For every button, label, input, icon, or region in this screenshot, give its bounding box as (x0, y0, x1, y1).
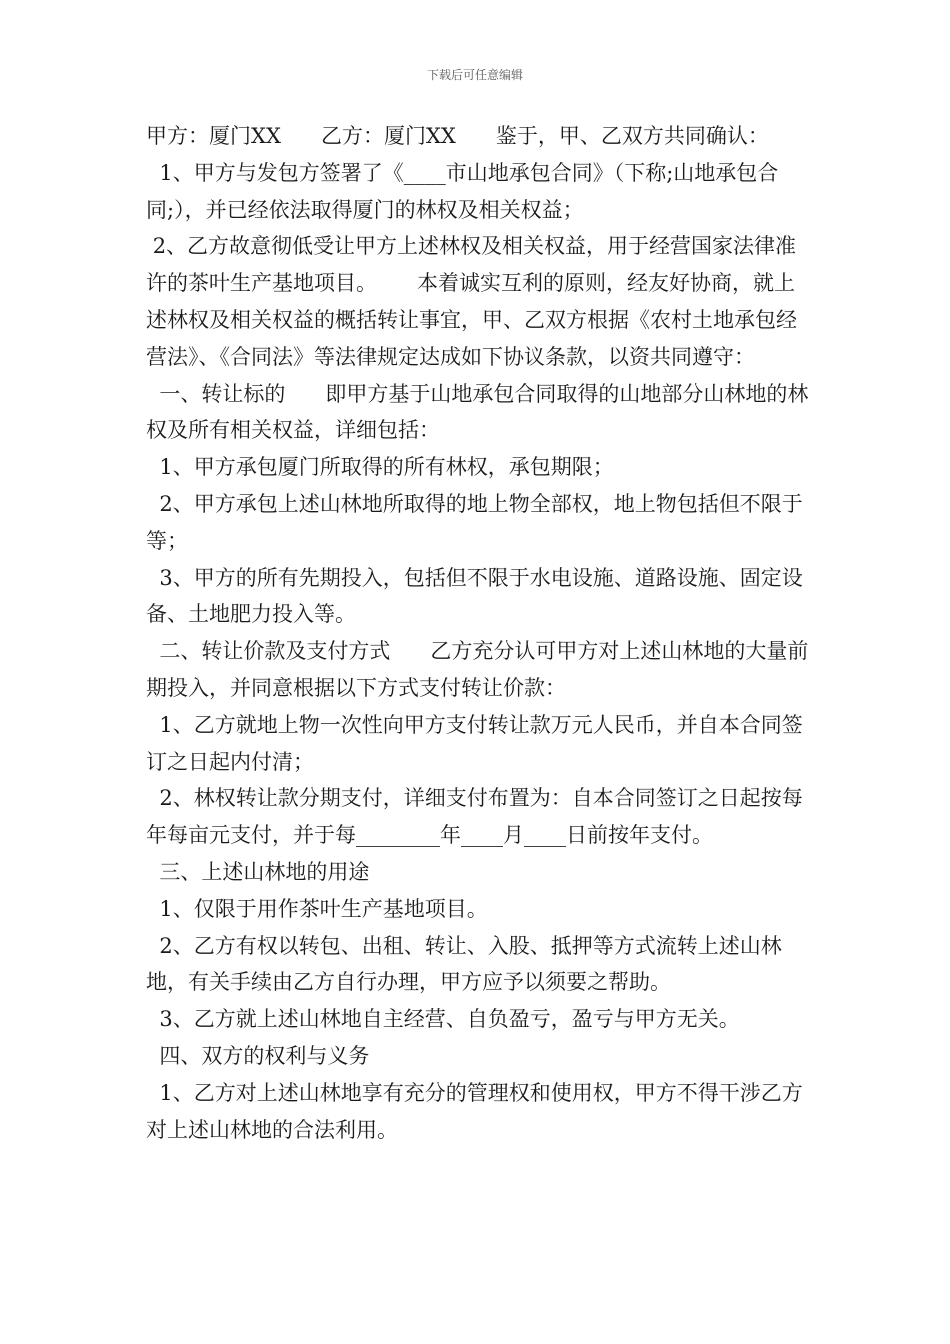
paragraph-section-3-item-3: 3、乙方就上述山林地自主经营、自负盈亏，盈亏与甲方无关。 (146, 1007, 740, 1032)
paragraph-section-1-item-2: 2、甲方承包上述山林地所取得的地上物全部权，地上物包括但不限于等； (146, 491, 803, 553)
paragraph-section-2-item-1: 1、乙方就地上物一次性向甲方支付转让款万元人民币，并自本合同签订之日起内付清； (146, 712, 803, 774)
paragraph-section-1: 一、转让标的 即甲方基于山地承包合同取得的山地部分山林地的林权及所有相关权益，详细包括： (146, 381, 809, 443)
paragraph-section-1-item-1: 1、甲方承包厦门所取得的所有林权，承包期限； (146, 455, 614, 480)
paragraph-recital-1: 1、甲方与发包方签署了《____市山地承包合同》（下称;山地承包合同;），并已经依法取得厦门的林权及相关权益； (146, 160, 779, 222)
paragraph-parties: 甲方：厦门XX 乙方：厦门XX 鉴于，甲、乙双方共同确认： (146, 124, 769, 148)
paragraph-section-2: 二、转让价款及支付方式 乙方充分认可甲方对上述山林地的大量前期投入，并同意根据以下方式支付转让价款： (146, 639, 809, 700)
paragraph-section-3-item-1: 1、仅限于用作茶叶生产基地项目。 (146, 896, 488, 921)
paragraph-section-1-item-3: 3、甲方的所有先期投入，包括但不限于水电设施、道路设施、固定设备、土地肥力投入等。 (146, 565, 803, 627)
paragraph-section-2-item-2: 2、林权转让款分期支付，详细支付布置为：自本合同签订之日起按每年每亩元支付，并于每________年____月____日前按年支付。 (146, 786, 803, 848)
paragraph-recital-2: 2、乙方故意彻低受让甲方上述林权及相关权益，用于经营国家法律准许的茶叶生产基地项目。 本着诚实互利的原则，经友好协商，就上述林权及相关权益的概括转让事宜，甲、乙双方根据《农村土地承包经营法》、《合同法》等法律规定达成如下协议条款，以资共同遵守： (146, 234, 797, 369)
paragraph-section-4: 四、双方的权利与义务 (146, 1043, 370, 1068)
paragraph-section-4-item-1: 1、乙方对上述山林地享有充分的管理权和使用权，甲方不得干涉乙方对上述山林地的合法利用。 (146, 1080, 803, 1142)
paragraph-section-3: 三、上述山林地的用途 (146, 859, 370, 884)
paragraph-section-3-item-2: 2、乙方有权以转包、出租、转让、入股、抵押等方式流转上述山林地，有关手续由乙方自行办理，甲方应予以须要之帮助。 (146, 933, 782, 995)
page-header: 下载后可任意编辑 (426, 68, 523, 82)
document-body (146, 118, 811, 1148)
